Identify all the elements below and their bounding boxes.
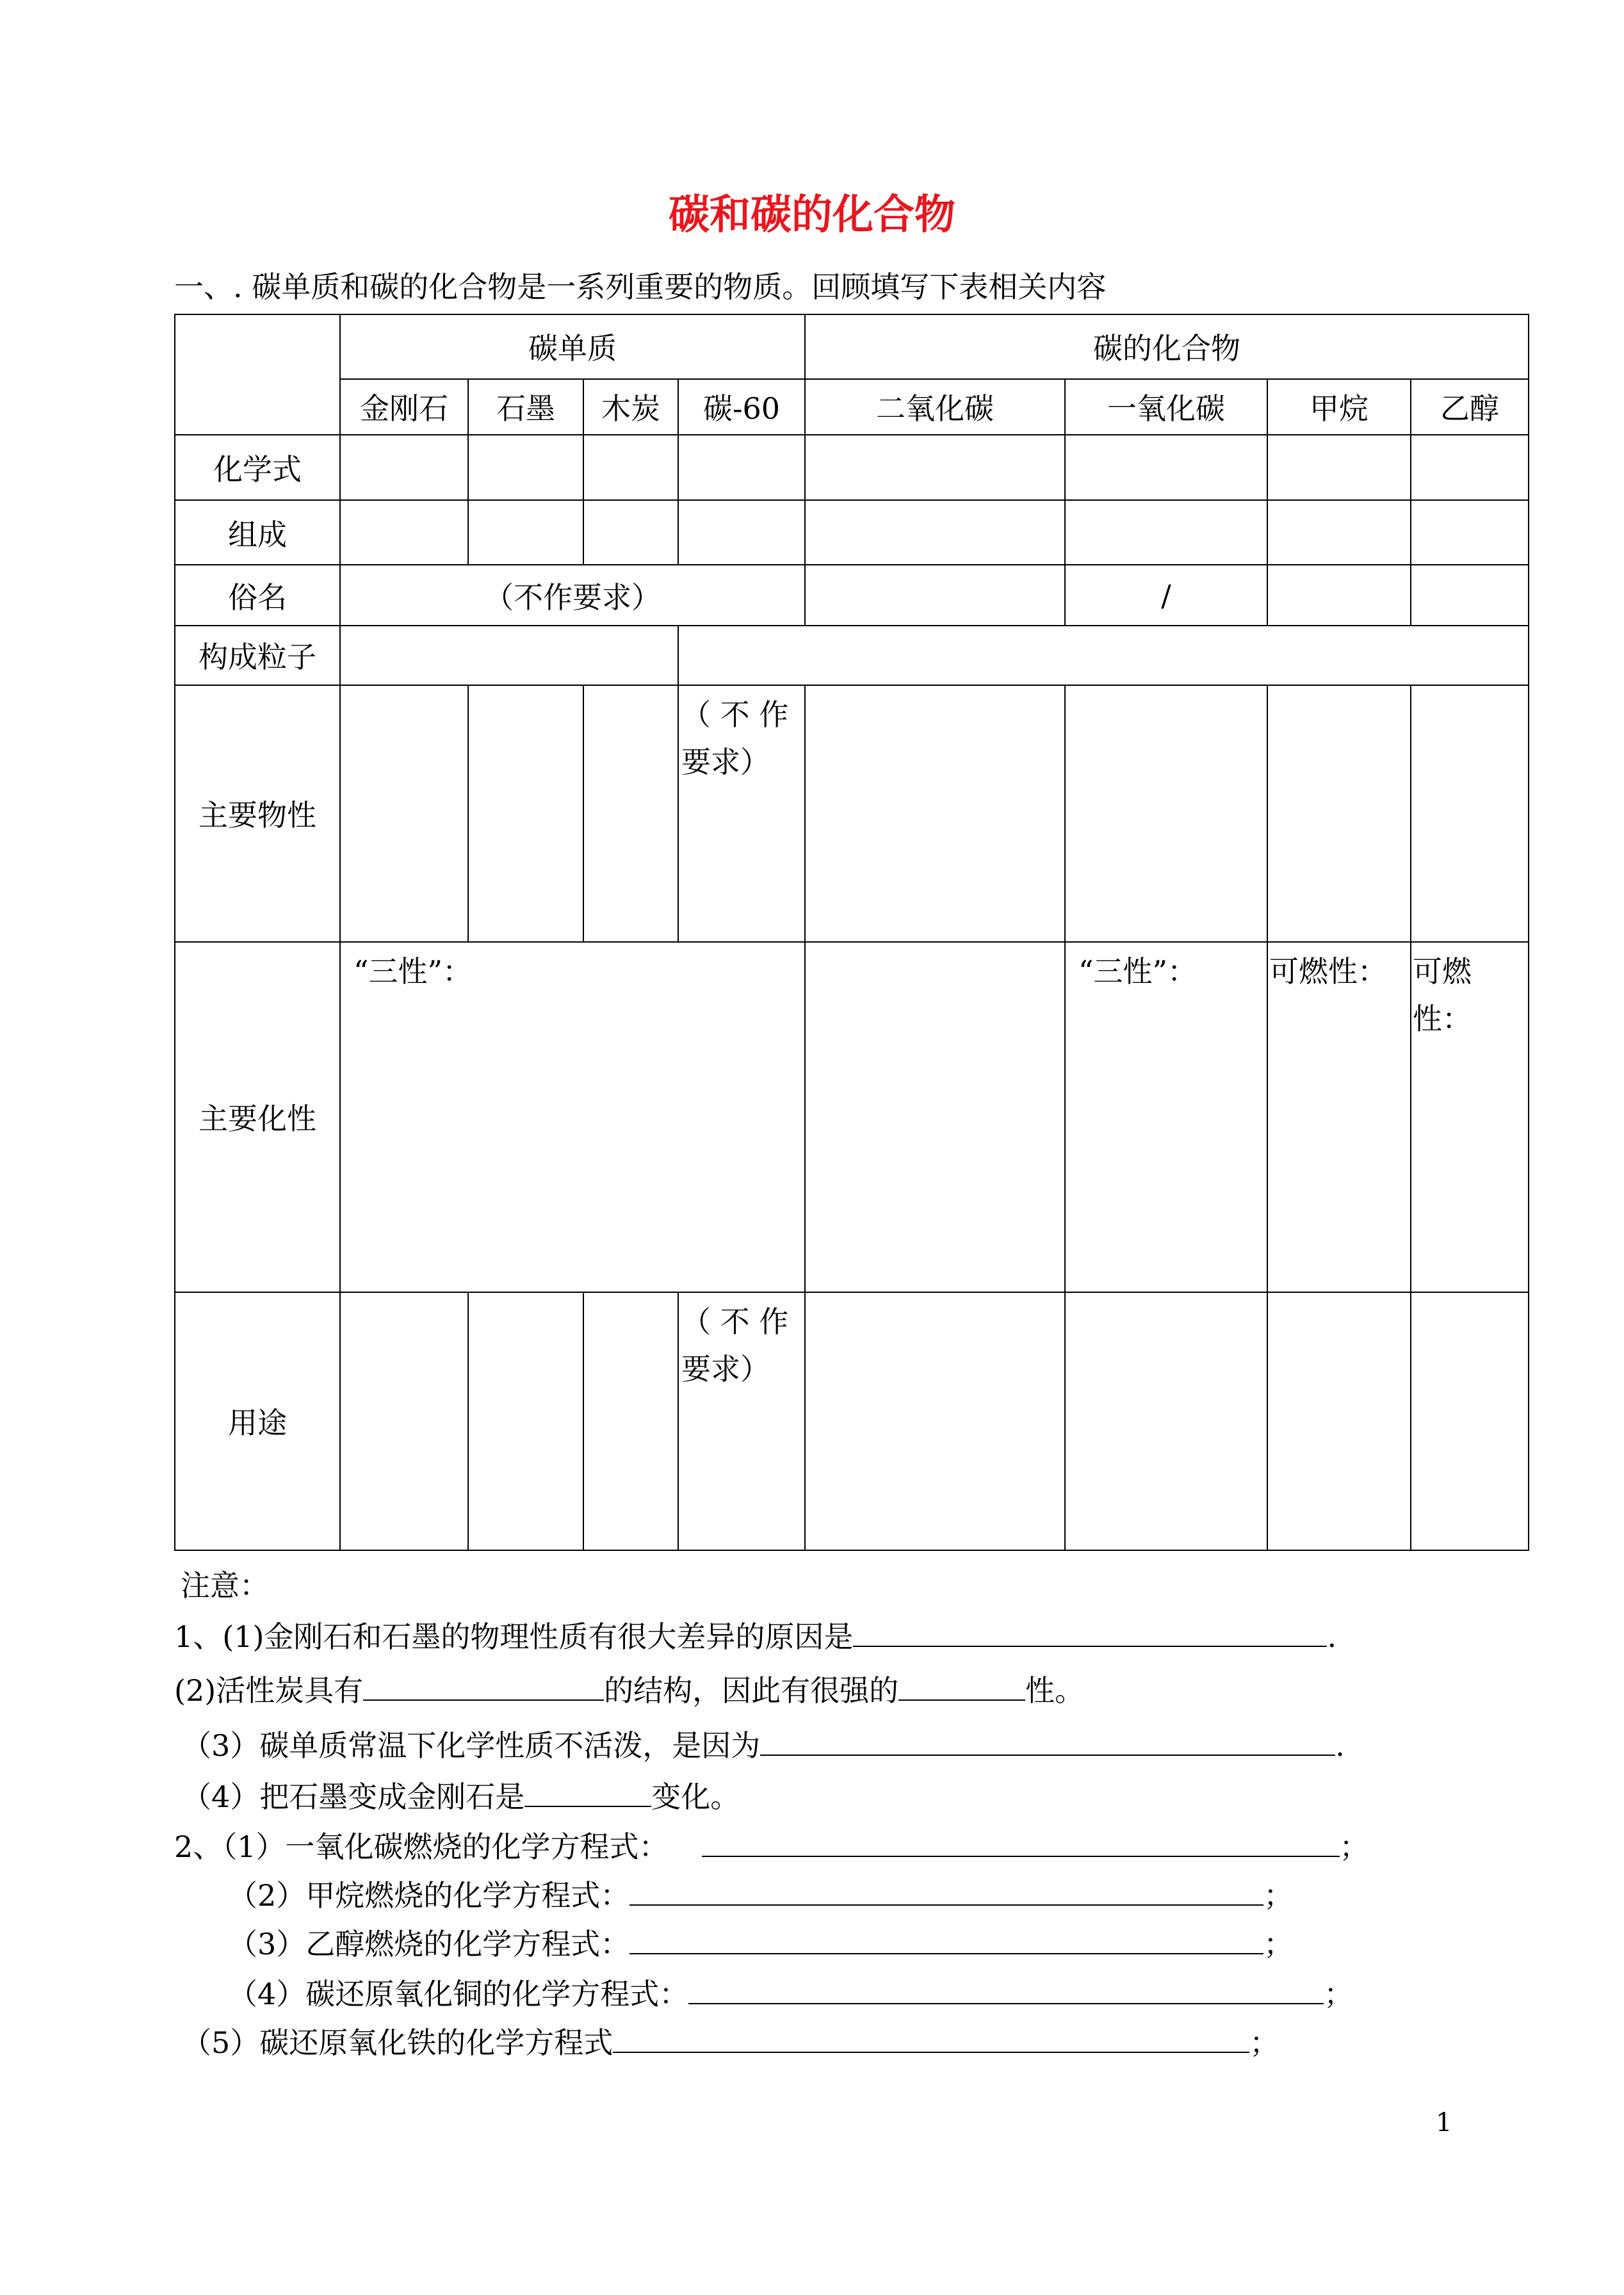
three-props-cell[interactable]: “三性”： (340, 942, 805, 1292)
answer-cell[interactable] (678, 500, 805, 565)
column-header: 一氧化碳 (1065, 379, 1267, 435)
answer-blank[interactable] (363, 1674, 604, 1701)
answer-cell[interactable] (1411, 1292, 1529, 1550)
question-text: 的结构，因此有很强的 (604, 1673, 899, 1708)
answer-blank[interactable] (524, 1780, 651, 1807)
not-required-line: （ 不 作 (681, 697, 789, 732)
not-required-cell (678, 1292, 805, 1550)
answer-cell[interactable] (340, 435, 468, 501)
row-label: 化学式 (175, 435, 340, 501)
answer-cell[interactable] (340, 626, 678, 685)
flammable-cell[interactable]: 可燃性： (1267, 942, 1411, 1292)
column-header: 金刚石 (340, 379, 468, 435)
question-2-2 (228, 1876, 1293, 1915)
answer-cell[interactable] (468, 1292, 583, 1550)
question-text: （2）甲烷燃烧的化学方程式： (228, 1878, 630, 1913)
question-2-5 (182, 2023, 1279, 2062)
question-1-4 (182, 1778, 740, 1816)
answer-cell[interactable] (583, 1292, 678, 1550)
group-header-compounds: 碳的化合物 (805, 314, 1529, 379)
slash-cell: / (1065, 565, 1267, 626)
answer-cell[interactable] (805, 565, 1065, 626)
question-end: 变化。 (651, 1780, 740, 1814)
question-2-1 (174, 1828, 1369, 1866)
answer-blank[interactable] (898, 1674, 1025, 1701)
answer-blank[interactable] (760, 1729, 1335, 1756)
question-text: 2、（1）一氧化碳燃烧的化学方程式： (174, 1829, 669, 1864)
question-end: . (1335, 1728, 1345, 1763)
answer-blank[interactable] (702, 1830, 1340, 1857)
not-required-line: 要求） (681, 1351, 770, 1386)
answer-cell[interactable] (1267, 435, 1411, 501)
answer-cell[interactable] (805, 685, 1065, 942)
answer-cell[interactable] (468, 685, 583, 942)
question-text: （4）把石墨变成金刚石是 (182, 1780, 525, 1814)
question-end: 性。 (1025, 1673, 1085, 1708)
answer-cell[interactable] (340, 500, 468, 565)
answer-cell[interactable] (583, 685, 678, 942)
question-2-3 (228, 1925, 1293, 1963)
answer-blank[interactable] (613, 2026, 1249, 2053)
answer-cell[interactable] (678, 626, 1529, 685)
answer-cell[interactable] (1411, 500, 1529, 565)
answer-cell[interactable] (805, 1292, 1065, 1550)
question-1-2 (174, 1671, 1084, 1710)
three-props-cell[interactable]: “三性”： (1065, 942, 1267, 1292)
answer-cell[interactable] (1267, 565, 1411, 626)
answer-cell[interactable] (340, 1292, 468, 1550)
question-1-3 (182, 1726, 1345, 1765)
page-title: 碳和碳的化合物 (669, 191, 955, 239)
corner-cell (175, 314, 340, 435)
row-label: 组成 (175, 500, 340, 565)
answer-cell[interactable] (1411, 685, 1529, 942)
answer-blank[interactable] (688, 1977, 1324, 2004)
answer-cell[interactable] (340, 685, 468, 942)
answer-cell[interactable] (1267, 500, 1411, 565)
row-label: 用途 (175, 1292, 340, 1550)
question-text: (2)活性炭具有 (174, 1673, 364, 1708)
row-label: 主要化性 (175, 942, 340, 1292)
question-end: . (1327, 1619, 1337, 1654)
column-header: 乙醇 (1411, 379, 1529, 435)
review-table (174, 314, 1529, 1551)
answer-cell[interactable] (805, 942, 1065, 1292)
intro-text: 一、. 碳单质和碳的化合物是一系列重要的物质。回顾填写下表相关内容 (174, 270, 1107, 304)
row-label: 俗名 (175, 565, 340, 626)
page-number: 1 (1436, 2108, 1452, 2137)
answer-cell[interactable] (583, 500, 678, 565)
not-required-cell: （不作要求） (340, 565, 805, 626)
answer-cell[interactable] (1065, 685, 1267, 942)
answer-cell[interactable] (583, 435, 678, 501)
question-text: （4）碳还原氧化铜的化学方程式： (228, 1977, 689, 2011)
answer-cell[interactable] (1065, 500, 1267, 565)
answer-blank[interactable] (629, 1879, 1263, 1906)
not-required-line: （ 不 作 (681, 1304, 789, 1339)
question-end: ； (1249, 2025, 1279, 2060)
group-header-elements: 碳单质 (340, 314, 805, 379)
answer-cell[interactable] (1411, 435, 1529, 501)
answer-cell[interactable] (468, 435, 583, 501)
row-label: 主要物性 (175, 685, 340, 942)
question-2-4 (228, 1975, 1353, 2013)
answer-cell[interactable] (1065, 1292, 1267, 1550)
answer-cell[interactable] (1065, 435, 1267, 501)
flammable-cell[interactable]: 可燃性： (1411, 942, 1529, 1292)
column-header: 二氧化碳 (805, 379, 1065, 435)
question-end: ； (1339, 1829, 1369, 1864)
notes-heading: 注意： (181, 1568, 269, 1603)
not-required-line: 要求） (681, 744, 770, 779)
answer-cell[interactable] (678, 435, 805, 501)
answer-cell[interactable] (1267, 1292, 1411, 1550)
question-text: 1、(1)金刚石和石墨的物理性质有很大差异的原因是 (174, 1619, 854, 1654)
row-label: 构成粒子 (175, 626, 340, 685)
question-end: ； (1263, 1878, 1294, 1913)
column-header: 碳-60 (678, 379, 805, 435)
question-text: （3）碳单质常温下化学性质不活泼，是因为 (182, 1728, 761, 1763)
column-header: 甲烷 (1267, 379, 1411, 435)
answer-cell[interactable] (805, 435, 1065, 501)
answer-cell[interactable] (1411, 565, 1529, 626)
question-end: ； (1263, 1927, 1294, 1961)
answer-cell[interactable] (468, 500, 583, 565)
answer-cell[interactable] (1267, 685, 1411, 942)
answer-blank[interactable] (853, 1620, 1327, 1647)
question-1-1 (174, 1618, 1336, 1656)
question-text: （5）碳还原氧化铁的化学方程式 (182, 2025, 613, 2060)
question-end: ； (1324, 1977, 1354, 2011)
column-header: 木炭 (583, 379, 678, 435)
answer-blank[interactable] (629, 1927, 1263, 1954)
question-text: （3）乙醇燃烧的化学方程式： (228, 1927, 630, 1961)
column-header: 石墨 (468, 379, 583, 435)
answer-cell[interactable] (805, 500, 1065, 565)
not-required-cell (678, 685, 805, 942)
